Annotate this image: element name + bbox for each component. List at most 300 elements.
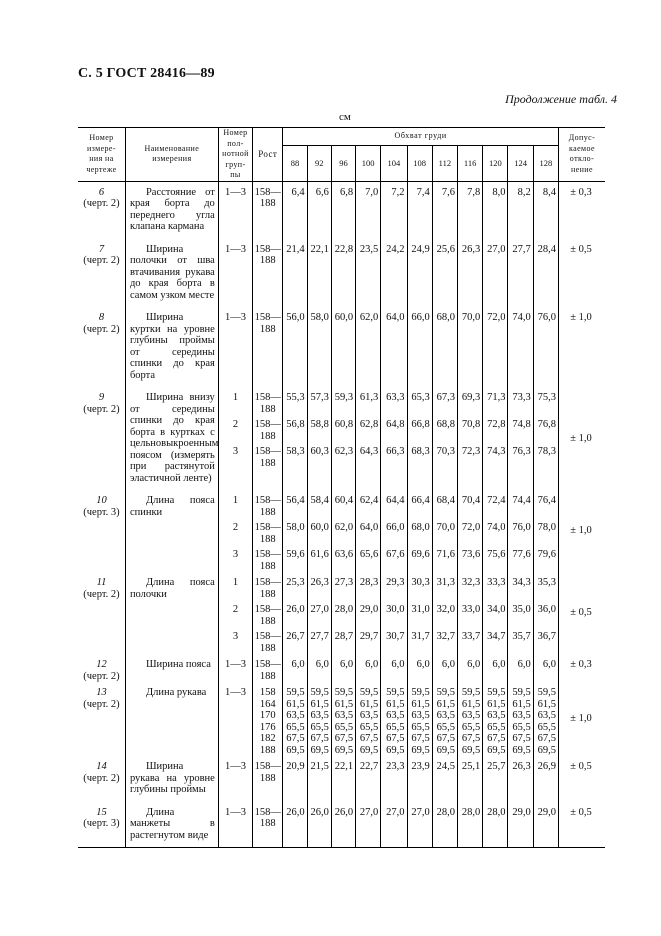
value-cell: 26,9 [537, 761, 556, 772]
measurement-name [125, 307, 218, 387]
measurement-name-text: Ширина рукава на уровне глубины проймы [129, 761, 215, 795]
tolerance-value: ± 0,3 [558, 654, 605, 682]
girth-value-column [533, 654, 558, 682]
height-value: 176 [259, 721, 276, 733]
value-cell: 29,0 [537, 806, 556, 818]
girth-value-column [508, 654, 533, 682]
drawing-reference: (черт. 2) [83, 255, 120, 266]
height-value: 188 [259, 818, 276, 829]
value-cell: 22,8 [334, 243, 354, 255]
value-cell: 58,8 [310, 419, 329, 430]
girth-value-column [407, 572, 432, 654]
value-cell: 58,4 [310, 495, 329, 506]
height-range [253, 659, 282, 682]
page-header: С. 5 ГОСТ 28416—89 [78, 66, 215, 81]
group-number: 1—3 [224, 806, 246, 818]
header-girth-104: 104 [381, 145, 407, 181]
girth-value-column [458, 239, 483, 308]
value-cell: 31,3 [436, 577, 455, 588]
height-column [253, 387, 283, 490]
group-number-column [218, 654, 252, 682]
measurement-name [125, 802, 218, 848]
measurement-name-text: Длина пояса спинки [129, 495, 215, 518]
group-number-column [218, 239, 252, 308]
girth-value-column [432, 682, 457, 756]
girth-value-column [381, 490, 407, 572]
girth-value-column [356, 239, 381, 308]
measurement-name-text: Длина рукава [145, 687, 207, 698]
girth-value-column [508, 307, 533, 387]
measurement-number: 8 [98, 312, 105, 323]
value-cell: 59,5 [487, 687, 506, 698]
value-cell: 62,4 [359, 495, 379, 506]
value-cell: 6,0 [291, 659, 305, 670]
tolerance-value: ± 1,0 [558, 490, 605, 572]
height-column [253, 654, 283, 682]
girth-value-column [331, 654, 355, 682]
table-row [78, 490, 605, 572]
value-cell: 26,3 [310, 577, 329, 588]
group-number: 1—3 [224, 659, 246, 670]
value-cell: 32,7 [436, 631, 455, 642]
value-cell: 69,5 [286, 744, 305, 756]
value-cell: 66,0 [411, 312, 430, 323]
girth-value-column [432, 756, 457, 802]
value-cell: 63,6 [334, 549, 354, 560]
drawing-reference: (черт. 2) [83, 670, 120, 682]
girth-value-column [458, 756, 483, 802]
header-measurement-number [78, 128, 125, 182]
value-cell: 67,5 [310, 733, 329, 744]
height-range [253, 244, 282, 267]
girth-value-column [458, 572, 483, 654]
height-value: 158 [259, 687, 276, 698]
value-cell: 76,0 [537, 312, 556, 323]
table-row [78, 802, 605, 848]
value-cell: 22,1 [334, 761, 354, 772]
girth-value-column [283, 682, 307, 756]
group-number: 2 [232, 604, 239, 615]
value-cell: 60,0 [334, 312, 354, 323]
value-cell: 72,3 [461, 446, 481, 457]
girth-value-column [381, 572, 407, 654]
measurement-number: 6 [98, 186, 105, 198]
measurement-name-text: Длина манжеты в растегнутом виде [129, 806, 215, 841]
value-cell: 79,6 [537, 549, 556, 560]
tolerance-value: ± 0,5 [558, 239, 605, 308]
measurement-name [125, 682, 218, 756]
value-cell: 67,5 [286, 733, 305, 744]
girth-value-column [307, 756, 331, 802]
girth-value-column [508, 756, 533, 802]
measurement-name [125, 490, 218, 572]
tolerance-value: ± 0,3 [558, 181, 605, 239]
girth-value-column [458, 307, 483, 387]
girth-value-column [483, 654, 508, 682]
value-cell: 65,5 [286, 721, 305, 733]
value-cell: 65,5 [461, 721, 481, 733]
value-cell: 23,3 [386, 761, 405, 772]
value-cell: 31,7 [411, 631, 430, 642]
value-cell: 63,5 [537, 710, 556, 721]
header-girth-128: 128 [533, 145, 558, 181]
group-number: 1—3 [218, 682, 252, 756]
header-measurement-name [125, 128, 218, 182]
header-line: груп- [225, 159, 246, 169]
value-cell: 61,5 [537, 698, 556, 710]
value-cell: 6,0 [517, 659, 531, 670]
group-number-column [218, 490, 252, 572]
header-line: ния на [89, 154, 114, 164]
girth-value-column [283, 572, 307, 654]
value-cell: 28,0 [461, 806, 481, 818]
value-cell: 63,5 [334, 710, 354, 721]
girth-value-column [331, 572, 355, 654]
value-cell: 74,3 [487, 446, 506, 457]
value-cell: 26,0 [310, 806, 329, 818]
group-number: 1 [232, 495, 239, 506]
girth-value-column [307, 490, 331, 572]
value-cell: 6,0 [542, 659, 556, 670]
value-cell: 61,5 [461, 698, 481, 710]
measurement-number: 7 [98, 243, 105, 255]
value-cell: 65,3 [411, 392, 430, 403]
value-cell: 74,0 [487, 522, 506, 533]
value-cell: 27,7 [512, 243, 531, 255]
table-continuation-label: Продолжение табл. 4 [505, 92, 617, 106]
value-cell: 68,0 [436, 312, 455, 323]
drawing-reference: (черт. 2) [83, 588, 120, 600]
value-cell: 33,7 [461, 631, 481, 642]
header-line: Наименование [144, 143, 200, 153]
value-cell: 36,0 [537, 604, 556, 615]
girth-value-column [381, 756, 407, 802]
value-cell: 76,0 [512, 522, 531, 533]
value-cell: 75,3 [537, 392, 556, 403]
value-cell: 6,0 [365, 659, 379, 670]
value-cell: 29,7 [359, 631, 379, 642]
value-cell: 21,5 [310, 761, 329, 772]
height-range [253, 312, 282, 335]
value-cell: 70,3 [436, 446, 455, 457]
girth-value-column [283, 654, 307, 682]
girth-value-column [407, 682, 432, 756]
value-cell: 65,5 [359, 721, 379, 733]
drawing-reference: (черт. 2) [83, 323, 120, 335]
girth-value-column [331, 239, 355, 308]
measurement-number: 12 [96, 659, 107, 670]
girth-value-column [407, 307, 432, 387]
measurement-number: 10 [96, 495, 107, 506]
girth-value-column [508, 387, 533, 490]
value-cell: 25,7 [487, 761, 506, 772]
value-cell: 63,5 [436, 710, 455, 721]
value-cell: 25,6 [436, 243, 455, 255]
measurement-name [125, 572, 218, 654]
height-range [253, 761, 282, 784]
height-value: 158— [254, 577, 281, 588]
value-cell: 61,5 [436, 698, 455, 710]
group-number: 3 [232, 446, 239, 457]
height-value: 158— [254, 495, 281, 506]
value-cell: 26,3 [512, 761, 531, 772]
height-value: 158— [254, 392, 281, 403]
height-column [253, 239, 283, 308]
value-cell: 29,0 [512, 806, 531, 818]
girth-value-column [356, 802, 381, 848]
group-number: 1—3 [224, 312, 246, 323]
girth-value-column [508, 181, 533, 239]
value-cell: 59,5 [411, 687, 430, 698]
table-row [78, 239, 605, 308]
girth-value-column [407, 490, 432, 572]
value-cell: 27,0 [359, 806, 379, 818]
value-cell: 6,4 [291, 186, 305, 198]
girth-value-column [508, 239, 533, 308]
value-cell: 66,0 [386, 522, 405, 533]
girth-value-column [508, 802, 533, 848]
value-cell: 6,0 [416, 659, 430, 670]
height-range [253, 577, 282, 600]
value-cell: 67,5 [461, 733, 481, 744]
height-value: 158— [254, 522, 281, 533]
value-cell: 69,5 [512, 744, 531, 756]
girth-value-column [307, 654, 331, 682]
girth-value-column [483, 239, 508, 308]
height-column [253, 307, 283, 387]
group-number-column [218, 802, 252, 848]
girth-value-column [432, 572, 457, 654]
girth-value-column [533, 490, 558, 572]
height-value: 188 [259, 533, 276, 545]
girth-value-column [331, 387, 355, 490]
value-cell: 26,0 [334, 806, 354, 818]
group-number-column [218, 572, 252, 654]
girth-value-column [458, 490, 483, 572]
girth-value-column [356, 490, 381, 572]
girth-value-column [432, 802, 457, 848]
value-cell: 65,5 [386, 721, 405, 733]
header-girth-120: 120 [483, 145, 508, 181]
tolerance-value: ± 0,5 [558, 572, 605, 654]
value-cell: 36,7 [537, 631, 556, 642]
height-value: 158— [254, 419, 281, 430]
girth-value-column [407, 654, 432, 682]
group-number: 2 [232, 419, 239, 430]
value-cell: 59,3 [334, 392, 354, 403]
header-line: Номер [89, 133, 114, 143]
value-cell: 64,0 [386, 312, 405, 323]
value-cell: 60,8 [334, 419, 354, 430]
value-cell: 62,0 [359, 312, 379, 323]
value-cell: 56,4 [286, 495, 305, 506]
girth-value-column [458, 387, 483, 490]
measurement-number: 15 [96, 806, 107, 818]
value-cell: 59,5 [512, 687, 531, 698]
group-number: 1 [232, 392, 239, 403]
girth-value-column [331, 490, 355, 572]
header-girth-92: 92 [307, 145, 331, 181]
girth-value-column [331, 181, 355, 239]
height-value: 188 [259, 772, 276, 784]
girth-value-column [283, 239, 307, 308]
value-cell: 6,0 [391, 659, 405, 670]
value-cell: 27,7 [310, 631, 329, 642]
height-value: 188 [259, 457, 276, 469]
table-row [78, 181, 605, 239]
table-row [78, 654, 605, 682]
value-cell: 76,3 [512, 446, 531, 457]
height-value: 188 [259, 255, 276, 266]
value-cell: 68,4 [436, 495, 455, 506]
value-cell: 69,5 [359, 744, 379, 756]
girth-value-column [381, 239, 407, 308]
value-cell: 65,5 [334, 721, 354, 733]
girth-value-column [356, 682, 381, 756]
value-cell: 63,5 [386, 710, 405, 721]
girth-value-column [356, 756, 381, 802]
measurements-table [78, 127, 605, 848]
tolerance-value: ± 1,0 [558, 682, 605, 756]
group-number-column [218, 387, 252, 490]
drawing-reference: (черт. 2) [83, 772, 120, 784]
value-cell: 61,5 [411, 698, 430, 710]
value-cell: 65,5 [537, 721, 556, 733]
value-cell: 74,8 [512, 419, 531, 430]
header-line: откло- [569, 154, 595, 164]
value-cell: 30,3 [411, 577, 430, 588]
value-cell: 25,3 [286, 577, 305, 588]
table-row [78, 756, 605, 802]
girth-value-column [407, 756, 432, 802]
value-cell: 74,0 [512, 312, 531, 323]
value-cell: 7,6 [441, 186, 455, 198]
measurement-name [125, 239, 218, 308]
value-cell: 22,7 [359, 761, 379, 772]
girth-value-column [533, 307, 558, 387]
measurement-number-cell [78, 756, 125, 802]
tolerance-value: ± 0,5 [558, 802, 605, 848]
group-number-column [218, 181, 252, 239]
value-cell: 63,5 [512, 710, 531, 721]
value-cell: 66,4 [411, 495, 430, 506]
girth-value-column [483, 181, 508, 239]
height-range [253, 419, 282, 442]
height-range [253, 604, 282, 627]
girth-value-column [381, 682, 407, 756]
value-cell: 60,4 [334, 495, 354, 506]
value-cell: 65,5 [487, 721, 506, 733]
header-girth-124: 124 [508, 145, 533, 181]
header-line: измере- [86, 143, 116, 153]
value-cell: 67,5 [411, 733, 430, 744]
value-cell: 61,5 [386, 698, 405, 710]
value-cell: 28,7 [334, 631, 354, 642]
value-cell: 34,7 [487, 631, 506, 642]
girth-value-column [307, 572, 331, 654]
measurement-name-text: Длина пояса полочки [129, 577, 215, 600]
value-cell: 61,5 [286, 698, 305, 710]
value-cell: 58,3 [286, 446, 305, 457]
girth-value-column [307, 682, 331, 756]
measurement-name-text: Ширина куртки на уровне глубины проймы от середины спинки до края борта [129, 312, 215, 381]
value-cell: 69,6 [411, 549, 430, 560]
girth-value-column [533, 802, 558, 848]
value-cell: 59,5 [334, 687, 354, 698]
group-number: 3 [232, 549, 239, 560]
drawing-reference: (черт. 2) [83, 698, 120, 710]
value-cell: 61,5 [487, 698, 506, 710]
girth-value-column [407, 239, 432, 308]
girth-value-column [533, 572, 558, 654]
value-cell: 65,5 [310, 721, 329, 733]
table-row [78, 572, 605, 654]
value-cell: 59,5 [286, 687, 305, 698]
height-range [253, 392, 282, 415]
value-cell: 61,5 [310, 698, 329, 710]
girth-value-column [458, 654, 483, 682]
value-cell: 67,3 [436, 392, 455, 403]
measurement-number-cell [78, 490, 125, 572]
value-cell: 56,0 [286, 312, 305, 323]
value-cell: 63,5 [286, 710, 305, 721]
value-cell: 62,0 [334, 522, 354, 533]
value-cell: 55,3 [286, 392, 305, 403]
measurement-number-cell [78, 802, 125, 848]
value-cell: 71,3 [487, 392, 506, 403]
value-cell: 68,3 [411, 446, 430, 457]
girth-value-column [508, 682, 533, 756]
value-cell: 69,5 [386, 744, 405, 756]
value-cell: 59,5 [310, 687, 329, 698]
measurement-number: 14 [96, 761, 107, 772]
value-cell: 6,0 [441, 659, 455, 670]
value-cell: 29,3 [386, 577, 405, 588]
header-line: пы [230, 170, 241, 179]
value-cell: 67,5 [512, 733, 531, 744]
value-cell: 56,8 [286, 419, 305, 430]
value-cell: 26,0 [286, 604, 305, 615]
girth-value-column [458, 802, 483, 848]
tolerance-value: ± 1,0 [558, 307, 605, 387]
value-cell: 63,5 [310, 710, 329, 721]
height-value: 188 [259, 642, 276, 654]
girth-value-column [283, 490, 307, 572]
value-cell: 69,5 [436, 744, 455, 756]
value-cell: 59,5 [436, 687, 455, 698]
header-girth-108: 108 [407, 145, 432, 181]
value-cell: 76,8 [537, 419, 556, 430]
header-height: Рост [253, 128, 283, 182]
girth-value-column [533, 682, 558, 756]
value-cell: 70,4 [461, 495, 481, 506]
measurement-number-cell [78, 682, 125, 756]
value-cell: 63,5 [487, 710, 506, 721]
group-number: 1 [232, 577, 239, 588]
value-cell: 77,6 [512, 549, 531, 560]
value-cell: 60,0 [310, 522, 329, 533]
value-cell: 64,4 [386, 495, 405, 506]
girth-value-column [307, 181, 331, 239]
value-cell: 63,5 [359, 710, 379, 721]
value-cell: 29,0 [359, 604, 379, 615]
value-cell: 67,5 [537, 733, 556, 744]
value-cell: 22,1 [310, 243, 329, 255]
value-cell: 7,0 [365, 186, 379, 198]
value-cell: 6,6 [315, 186, 329, 198]
height-value: 188 [259, 506, 276, 518]
girth-value-column [356, 387, 381, 490]
